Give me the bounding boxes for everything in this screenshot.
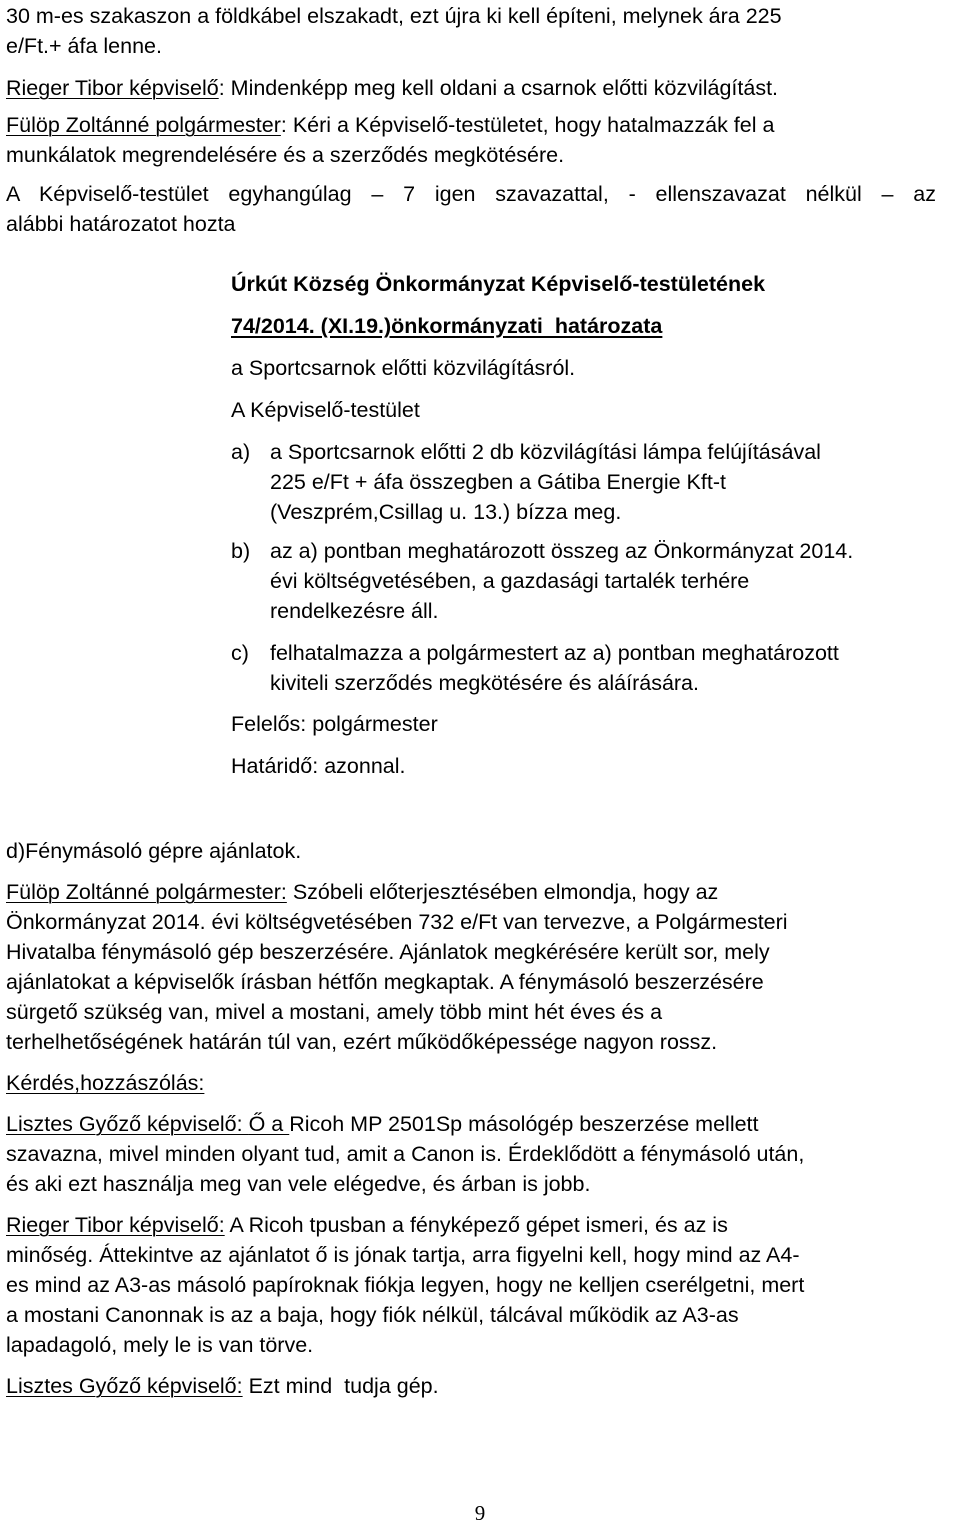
lisztes-statement [6, 1114, 759, 1136]
resolution-title: Úrkút Község Önkormányzat Képviselő-testületének [231, 272, 766, 296]
statement-text: Ezt mind tudja gép. [242, 1374, 439, 1398]
statement-line: Hivatalba fénymásoló gép beszerzésére. Ajánlatok megkérésére került sor, mely [6, 940, 770, 964]
item-a-line: a Sportcsarnok előtti 2 db közvilágítási lámpa felújításával [270, 440, 821, 464]
intro-line: e/Ft.+ áfa lenne. [6, 34, 162, 58]
item-b-line: évi költségvetésében, a gazdasági tartalék terhére [270, 569, 750, 593]
statement-line: sürgető szükség van, mivel a mostani, amely több mint hét éves és a [6, 1000, 663, 1024]
vote-line: A Képviselő-testület egyhangúlag – 7 igen szavazattal, - ellenszavazat nélkül – az [6, 182, 936, 206]
item-b-line: rendelkezésre áll. [270, 599, 439, 623]
page-number: 9 [474, 1501, 486, 1525]
resolution-subject: a Sportcsarnok előtti közvilágításról. [231, 356, 576, 380]
rieger-statement [6, 78, 778, 100]
statement-text: A Ricoh tpusban a fényképező gépet ismeri, és az is [224, 1213, 728, 1237]
item-c-line: felhatalmazza a polgármestert az a) pontban meghatározott [270, 641, 839, 665]
statement-underlined: Ő a [248, 1112, 290, 1136]
section-heading: d)Fénymásoló gépre ajánlatok. [6, 839, 302, 863]
statement-line: es mind az A3-as másoló papíroknak fiókja legyen, hogy ne kelljen cserélgetni, mert [6, 1273, 805, 1297]
vote-line: alábbi határozatot hozta [6, 212, 236, 236]
item-a-marker: a) [231, 440, 251, 464]
responsible: Felelős: polgármester [231, 712, 438, 736]
statement-line: terhelhetőségének határán túl van, ezért működőképessége nagyon rossz. [6, 1030, 718, 1054]
statement-text: Szóbeli előterjesztésében elmondja, hogy az [286, 880, 719, 904]
intro-line: 30 m-es szakaszon a földkábel elszakadt, ezt újra ki kell építeni, melynek ára 225 [6, 4, 782, 28]
statement-text: Ricoh MP 2501Sp másológép beszerzése mellett [289, 1112, 759, 1136]
statement-line: és aki ezt használja meg van vele elégedve, és árban is jobb. [6, 1172, 591, 1196]
mayor-statement-2 [6, 882, 718, 904]
lisztes-statement-2 [6, 1376, 439, 1398]
deadline: Határidő: azonnal. [231, 754, 406, 778]
statement-text: : Kéri a Képviselő-testületet, hogy hatalmazzák fel a [280, 113, 775, 137]
statement-line: ajánlatokat a képviselők írásban hétfőn megkaptak. A fénymásoló beszerzésére [6, 970, 764, 994]
speaker-name: Fülöp Zoltánné polgármester: [6, 880, 287, 904]
speaker-name: Lisztes Győző képviselő: [6, 1374, 243, 1398]
statement-line: minőség. Áttekintve az ajánlatot ő is jónak tartja, arra figyelni kell, hogy mind az A4- [6, 1243, 800, 1267]
statement-text: : Mindenképp meg kell oldani a csarnok előtti közvilágítást. [218, 76, 779, 100]
speaker-name: Fülöp Zoltánné polgármester [6, 113, 281, 137]
resolution-body: A Képviselő-testület [231, 398, 420, 422]
resolution-number-text: 74/2014. (XI.19.)önkormányzati határozata [231, 314, 663, 338]
item-a-line: (Veszprém,Csillag u. 13.) bízza meg. [270, 500, 622, 524]
statement-line: a mostani Canonnak is az a baja, hogy fiók nélkül, tálcával működik az A3-as [6, 1303, 739, 1327]
speaker-name: Rieger Tibor képviselő: [6, 1213, 225, 1237]
item-c-marker: c) [231, 641, 249, 665]
speaker-name: Lisztes Győző képviselő: [6, 1112, 249, 1136]
statement-line: szavazna, mivel minden olyant tud, amit a Canon is. Érdeklődött a fénymásoló után, [6, 1142, 805, 1166]
speaker-name: Rieger Tibor képviselő [6, 76, 219, 100]
item-a-line: 225 e/Ft + áfa összegben a Gátiba Energie Kft-t [270, 470, 726, 494]
item-b-marker: b) [231, 539, 251, 563]
mayor-statement [6, 115, 774, 137]
item-b-line: az a) pontban meghatározott összeg az Önkormányzat 2014. [270, 539, 854, 563]
statement-line: Önkormányzat 2014. évi költségvetésében 732 e/Ft van tervezve, a Polgármesteri [6, 910, 788, 934]
resolution-number [231, 316, 662, 338]
statement-line: lapadagoló, mely le is van törve. [6, 1333, 314, 1357]
questions-heading: Kérdés,hozzászólás: [6, 1071, 205, 1095]
rieger-statement-2 [6, 1215, 728, 1237]
mayor-statement-line: munkálatok megrendelésére és a szerződés megkötésére. [6, 143, 565, 167]
item-c-line: kiviteli szerződés megkötésére és aláírására. [270, 671, 699, 695]
